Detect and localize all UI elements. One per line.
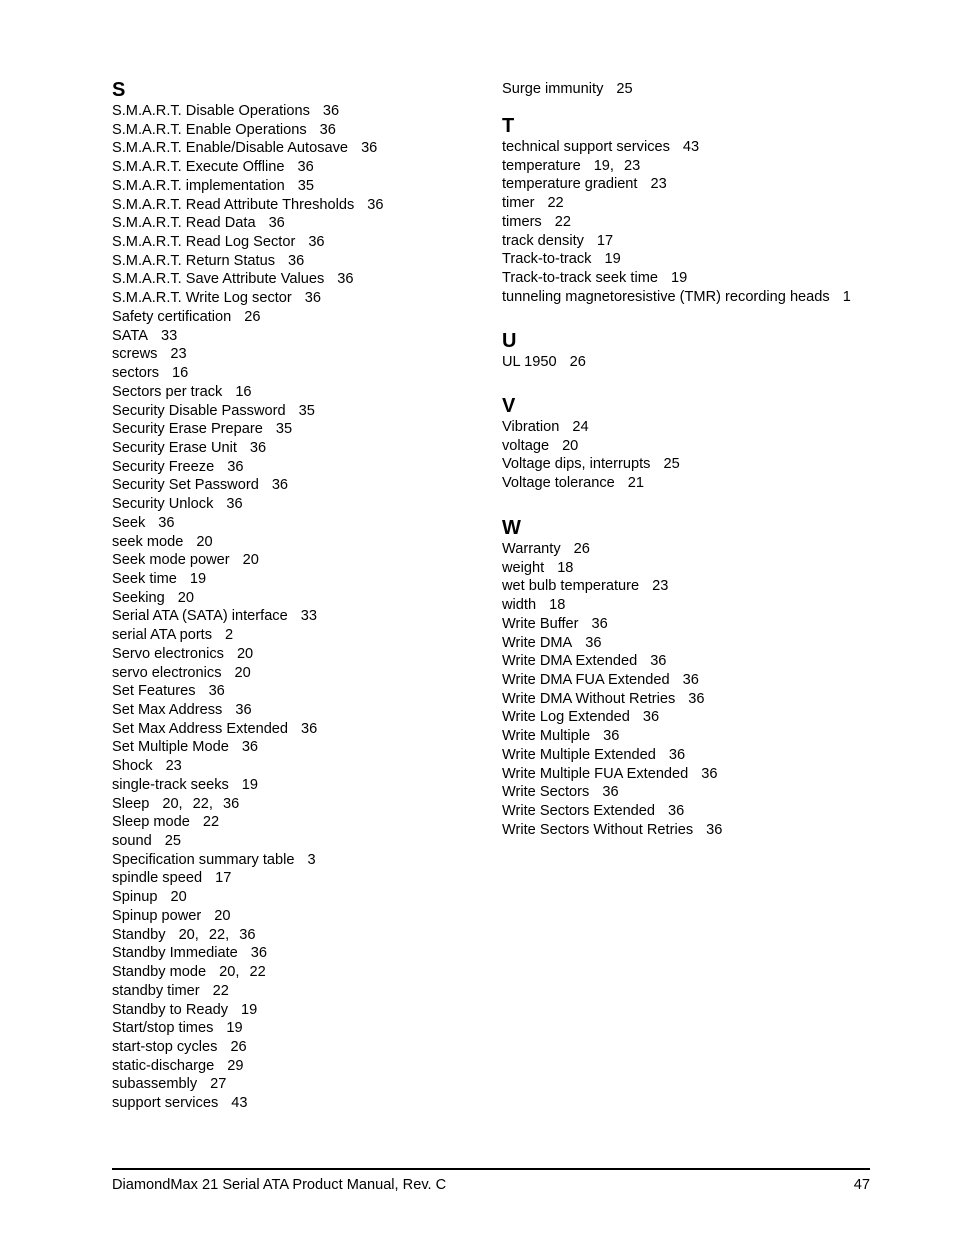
index-entry-term: Security Erase Unit xyxy=(112,439,237,456)
index-entry xyxy=(112,214,384,233)
index-entry xyxy=(112,813,384,832)
index-entry-term: Vibration xyxy=(502,419,560,435)
index-entry xyxy=(112,383,384,402)
index-entry-pages: 36 xyxy=(297,159,314,176)
index-entry-pages: 36 xyxy=(235,702,252,718)
index-entry-pages: 36 xyxy=(367,196,384,213)
index-entry xyxy=(502,80,633,99)
index-entry-term: Track-to-track xyxy=(502,251,592,268)
index-entry-term: servo electronics xyxy=(112,664,222,681)
index-entry-term: Set Max Address xyxy=(112,702,223,718)
index-entry-pages: 19 xyxy=(241,1001,258,1018)
index-entry xyxy=(502,138,851,157)
index-entry-term: temperature gradient xyxy=(502,176,638,193)
index-entry-term: S.M.A.R.T. Read Attribute Thresholds xyxy=(112,196,355,213)
index-entry-term: SATA xyxy=(112,327,148,344)
index-entry-pages: 22 xyxy=(547,195,564,212)
index-entry xyxy=(112,795,384,814)
index-entry-pages: 26 xyxy=(230,1038,247,1055)
index-entry xyxy=(112,776,384,795)
index-entry-pages: 36 xyxy=(706,821,723,838)
index-entry-term: Voltage tolerance xyxy=(502,475,615,492)
index-entry-pages: 36 xyxy=(208,683,225,700)
index-entry xyxy=(502,474,680,493)
index-entry xyxy=(112,327,384,346)
index-entry-term: Write Sectors Without Retries xyxy=(502,821,694,838)
index-entry-term: S.M.A.R.T. Save Attribute Values xyxy=(112,271,325,288)
index-entry xyxy=(112,1094,384,1113)
index-entry-pages: 35 xyxy=(298,402,315,419)
index-entry-pages: 26 xyxy=(573,541,590,557)
index-entry-term: Seeking xyxy=(112,589,165,606)
index-section-v xyxy=(502,394,680,493)
index-entry-term: Sectors per track xyxy=(112,383,223,400)
index-entry xyxy=(112,963,384,982)
index-entries xyxy=(502,138,851,306)
index-entry xyxy=(112,701,384,720)
index-entries xyxy=(502,540,722,840)
index-entry xyxy=(112,233,384,252)
index-entry-term: timer xyxy=(502,195,535,212)
index-entry xyxy=(112,1001,384,1020)
index-entry xyxy=(502,455,680,474)
index-entry-term: sound xyxy=(112,833,152,850)
index-entry-pages: 2 xyxy=(225,627,234,644)
index-entry-pages: 17 xyxy=(596,232,614,249)
index-section-w xyxy=(502,516,722,840)
index-entry xyxy=(112,495,384,514)
index-entry-term: tunneling magnetoresistive (TMR) recording heads xyxy=(502,288,830,305)
index-entry-pages: 36 xyxy=(308,234,325,251)
index-entry-term: Sleep mode xyxy=(112,814,190,831)
index-entry-term: static-discharge xyxy=(112,1057,215,1074)
index-entry xyxy=(112,589,384,608)
index-entry-term: start-stop cycles xyxy=(112,1038,218,1055)
index-entry xyxy=(112,308,384,327)
index-entry-pages: 26 xyxy=(569,354,586,370)
index-entry xyxy=(502,802,722,821)
index-entry-term: Standby to Ready xyxy=(112,1001,229,1018)
index-entry-pages: 16 xyxy=(172,365,189,382)
index-entry-pages: 20, 22, 36 xyxy=(162,795,240,812)
index-entry-term: Seek xyxy=(112,514,146,531)
index-entry xyxy=(112,1019,384,1038)
index-entry-term: Start/stop times xyxy=(112,1020,214,1037)
index-entry xyxy=(112,345,384,364)
index-entry-pages: 19 xyxy=(670,270,688,287)
index-entry-pages: 20 xyxy=(234,664,251,681)
index-entry-pages: 36 xyxy=(227,458,244,475)
index-entry-term: Security Freeze xyxy=(112,458,215,475)
index-entry xyxy=(112,738,384,757)
index-entry-pages: 35 xyxy=(297,177,314,194)
footer-page-number: 47 xyxy=(853,1177,870,1193)
index-entry xyxy=(502,418,680,437)
index-entry-pages: 35 xyxy=(275,421,293,438)
index-entry-term: Write DMA xyxy=(502,634,573,651)
index-entry xyxy=(112,757,384,776)
index-entry xyxy=(502,596,722,615)
index-entry xyxy=(112,252,384,271)
index-entry xyxy=(112,476,384,495)
index-entry xyxy=(112,158,384,177)
index-entry-term: temperature xyxy=(502,157,581,174)
index-entry xyxy=(112,270,384,289)
index-entry xyxy=(112,420,384,439)
index-entry-term: width xyxy=(502,597,537,614)
index-entry-pages: 36 xyxy=(322,103,340,119)
index-entry-term: Seek time xyxy=(112,570,177,587)
index-entry-term: S.M.A.R.T. Read Data xyxy=(112,215,256,232)
index-entry-pages: 20 xyxy=(242,552,259,569)
index-entry-term: Seek mode power xyxy=(112,552,230,569)
index-entry-pages: 36 xyxy=(337,271,354,288)
index-entries xyxy=(112,102,384,1113)
index-section-u xyxy=(502,329,586,372)
index-entry-term: Write Log Extended xyxy=(502,709,630,726)
index-entry-pages: 1 xyxy=(842,288,851,305)
index-entry-term: support services xyxy=(112,1095,219,1112)
index-entry-term: S.M.A.R.T. Return Status xyxy=(112,252,276,269)
index-entry xyxy=(502,269,851,288)
index-entry-pages: 36 xyxy=(158,514,175,531)
index-entry-pages: 23 xyxy=(652,578,669,595)
index-entry-pages: 20, 22, 36 xyxy=(178,926,256,943)
index-entry-term: technical support services xyxy=(502,139,670,155)
index-entry-term: S.M.A.R.T. Enable Operations xyxy=(112,121,307,138)
index-entries xyxy=(502,80,633,99)
index-entry-pages: 36 xyxy=(585,634,602,651)
index-entry xyxy=(502,213,851,232)
index-entry xyxy=(502,708,722,727)
index-entry-term: Write Multiple xyxy=(502,728,591,745)
index-entry-pages: 43 xyxy=(231,1095,248,1112)
index-section-t xyxy=(502,114,851,306)
index-entry xyxy=(112,851,384,870)
footer-divider xyxy=(112,1168,870,1170)
index-entry-term: Serial ATA (SATA) interface xyxy=(112,608,288,625)
index-entry xyxy=(112,1038,384,1057)
index-entry-term: S.M.A.R.T. Write Log sector xyxy=(112,290,292,307)
index-entry-term: S.M.A.R.T. Execute Offline xyxy=(112,159,285,176)
section-letter: T xyxy=(502,115,515,137)
index-entry-pages: 36 xyxy=(603,728,620,745)
index-entry-term: Write Sectors xyxy=(502,784,590,801)
index-entry-term: Spinup power xyxy=(112,907,202,924)
index-entry-pages: 36 xyxy=(642,709,660,726)
index-entry-pages: 20 xyxy=(170,889,187,906)
index-entry-term: Warranty xyxy=(502,541,561,557)
index-entry xyxy=(112,720,384,739)
index-entry-pages: 22 xyxy=(554,213,571,230)
section-letter: U xyxy=(502,330,517,352)
index-entry xyxy=(502,175,851,194)
index-entry xyxy=(112,402,384,421)
index-entry-pages: 19 xyxy=(604,251,621,268)
index-entry-pages: 24 xyxy=(572,419,589,435)
index-entry xyxy=(112,626,384,645)
index-entry xyxy=(112,944,384,963)
index-entry xyxy=(112,139,384,158)
index-entries xyxy=(502,353,586,372)
index-entry xyxy=(502,634,722,653)
index-entry-term: Voltage dips, interrupts xyxy=(502,456,651,473)
index-entry-term: Surge immunity xyxy=(502,81,604,97)
index-entry-term: Standby xyxy=(112,926,166,943)
index-entry xyxy=(502,727,722,746)
index-entry-pages: 20 xyxy=(214,907,231,924)
index-entry xyxy=(112,570,384,589)
index-entry-pages: 36 xyxy=(668,803,685,820)
index-entry xyxy=(112,1075,384,1094)
index-entry xyxy=(112,364,384,383)
index-entry-term: Write Buffer xyxy=(502,615,579,632)
index-entry xyxy=(502,765,722,784)
index-entry-pages: 36 xyxy=(602,784,619,801)
index-entries xyxy=(502,418,680,493)
index-entry-term: Write DMA Extended xyxy=(502,653,638,670)
index-entry-pages: 36 xyxy=(250,945,267,962)
index-entry-pages: 25 xyxy=(663,456,680,473)
index-entry-term: Track-to-track seek time xyxy=(502,270,658,287)
index-entry-pages: 36 xyxy=(304,290,322,307)
index-entry-term: spindle speed xyxy=(112,870,203,887)
index-entry-pages: 36 xyxy=(288,252,305,269)
index-entry-pages: 36 xyxy=(668,746,686,763)
index-entry-pages: 33 xyxy=(160,327,178,344)
index-entry-pages: 36 xyxy=(301,720,318,737)
index-entry xyxy=(112,551,384,570)
index-entry xyxy=(112,869,384,888)
index-entry-term: Write Multiple FUA Extended xyxy=(502,765,689,782)
index-entry xyxy=(502,157,851,176)
index-entry-pages: 22 xyxy=(202,814,220,831)
index-entry xyxy=(112,439,384,458)
index-entry-term: Shock xyxy=(112,758,153,775)
index-entry xyxy=(112,196,384,215)
index-entry xyxy=(502,690,722,709)
index-entry-term: Standby mode xyxy=(112,964,207,981)
index-entry xyxy=(502,437,680,456)
index-entry-pages: 23 xyxy=(650,176,667,193)
index-entry-pages: 43 xyxy=(682,139,700,155)
index-entry-pages: 36 xyxy=(591,615,608,632)
index-entry-term: UL 1950 xyxy=(502,354,557,370)
index-entry xyxy=(502,783,722,802)
index-entry-pages: 36 xyxy=(249,439,267,456)
index-entry xyxy=(112,289,384,308)
index-entry-term: wet bulb temperature xyxy=(502,578,640,595)
index-entry-pages: 19 xyxy=(189,570,207,587)
index-entry-pages: 3 xyxy=(307,851,316,868)
index-entry-pages: 23 xyxy=(165,758,182,775)
index-entry-pages: 36 xyxy=(650,653,667,670)
index-entry xyxy=(112,177,384,196)
index-entry xyxy=(112,102,384,121)
index-entry-pages: 20 xyxy=(196,533,213,550)
index-entry xyxy=(502,540,722,559)
index-entry-pages: 23 xyxy=(170,346,187,363)
index-entry-term: Set Max Address Extended xyxy=(112,720,289,737)
index-entry-term: seek mode xyxy=(112,533,184,550)
index-entry-term: S.M.A.R.T. Read Log Sector xyxy=(112,234,296,251)
index-entry-pages: 19 xyxy=(241,776,259,793)
index-entry xyxy=(112,121,384,140)
index-entry xyxy=(112,645,384,664)
index-entry-term: Write Sectors Extended xyxy=(502,803,656,820)
index-entry-term: Spinup xyxy=(112,889,158,906)
index-entry-pages: 36 xyxy=(682,672,699,689)
index-entry-pages: 19 xyxy=(226,1020,243,1037)
index-entry-term: Sleep xyxy=(112,795,150,812)
index-entry-pages: 25 xyxy=(616,81,633,97)
section-letter: W xyxy=(502,517,521,539)
index-entry xyxy=(112,682,384,701)
footer-document-title: DiamondMax 21 Serial ATA Product Manual, Rev. C xyxy=(112,1177,447,1193)
index-entry xyxy=(502,652,722,671)
section-letter: V xyxy=(502,395,516,417)
index-entry xyxy=(112,832,384,851)
index-entry-pages: 36 xyxy=(701,765,718,782)
index-entry xyxy=(112,607,384,626)
index-entry xyxy=(112,664,384,683)
index-entry-pages: 21 xyxy=(627,475,645,492)
index-entry-pages: 18 xyxy=(557,559,574,576)
index-entry xyxy=(502,746,722,765)
index-section-s xyxy=(112,78,384,1113)
index-entry-term: Specification summary table xyxy=(112,851,295,868)
index-entry-term: Security Set Password xyxy=(112,477,259,494)
index-entry xyxy=(112,1057,384,1076)
index-entry xyxy=(502,353,586,372)
index-entry-pages: 25 xyxy=(164,833,181,850)
index-entry-term: weight xyxy=(502,559,545,576)
index-entry-pages: 36 xyxy=(688,690,705,707)
index-entry xyxy=(502,288,851,307)
index-entry xyxy=(112,458,384,477)
index-entry xyxy=(112,926,384,945)
index-entry-term: standby timer xyxy=(112,982,200,999)
index-entry-term: single-track seeks xyxy=(112,776,229,793)
index-entry xyxy=(502,232,851,251)
index-entry-term: serial ATA ports xyxy=(112,627,213,644)
index-entry-term: subassembly xyxy=(112,1076,198,1093)
index-entry xyxy=(502,559,722,578)
index-entry-pages: 36 xyxy=(268,215,285,232)
index-entry-pages: 27 xyxy=(210,1076,227,1093)
index-entry-term: Security Disable Password xyxy=(112,402,286,419)
index-entry xyxy=(112,888,384,907)
index-entry-term: track density xyxy=(502,232,584,249)
index-entry-pages: 20 xyxy=(177,589,194,606)
index-entry-pages: 22 xyxy=(212,982,229,999)
index-entry-term: Standby Immediate xyxy=(112,945,238,962)
index-entry xyxy=(112,907,384,926)
index-entry-term: Set Features xyxy=(112,683,196,700)
index-entry-term: Write DMA FUA Extended xyxy=(502,672,670,689)
index-entry xyxy=(112,514,384,533)
index-entry-pages: 36 xyxy=(241,739,259,756)
index-entry-term: Security Unlock xyxy=(112,496,214,513)
index-entry-pages: 17 xyxy=(215,870,232,887)
index-entry xyxy=(502,821,722,840)
index-entry-pages: 20 xyxy=(562,437,579,454)
index-entry-pages: 33 xyxy=(300,608,317,625)
index-entry xyxy=(502,250,851,269)
index-entry-pages: 18 xyxy=(549,597,566,614)
index-entry-term: voltage xyxy=(502,437,550,454)
index-entry-pages: 19, 23 xyxy=(593,157,641,174)
index-entry-pages: 20 xyxy=(236,645,254,662)
index-entry-term: Security Erase Prepare xyxy=(112,421,263,438)
index-section-s-continued xyxy=(502,80,633,99)
index-entry-pages: 20, 22 xyxy=(219,964,266,981)
index-entry-term: S.M.A.R.T. Enable/Disable Autosave xyxy=(112,140,349,157)
index-entry-pages: 29 xyxy=(227,1057,244,1074)
section-letter: S xyxy=(112,79,126,101)
index-entry-term: Servo electronics xyxy=(112,645,224,662)
index-entry xyxy=(112,982,384,1001)
index-entry-term: Write Multiple Extended xyxy=(502,746,656,763)
index-entry xyxy=(112,533,384,552)
index-entry-term: Write DMA Without Retries xyxy=(502,690,676,707)
index-entry xyxy=(502,577,722,596)
index-entry-pages: 26 xyxy=(244,308,261,325)
index-entry-pages: 36 xyxy=(319,121,336,138)
index-entry-term: timers xyxy=(502,213,542,230)
index-entry xyxy=(502,671,722,690)
index-entry-term: S.M.A.R.T. implementation xyxy=(112,177,285,194)
index-entry-pages: 36 xyxy=(361,140,378,157)
index-entry-term: Safety certification xyxy=(112,308,232,325)
index-entry-term: screws xyxy=(112,346,158,363)
index-entry-term: Set Multiple Mode xyxy=(112,739,229,756)
index-entry-term: sectors xyxy=(112,365,160,382)
index-entry-term: S.M.A.R.T. Disable Operations xyxy=(112,103,310,119)
index-entry xyxy=(502,194,851,213)
index-entry xyxy=(502,615,722,634)
index-entry-pages: 36 xyxy=(271,477,289,494)
index-entry-pages: 16 xyxy=(235,383,252,400)
index-entry-pages: 36 xyxy=(226,496,243,513)
